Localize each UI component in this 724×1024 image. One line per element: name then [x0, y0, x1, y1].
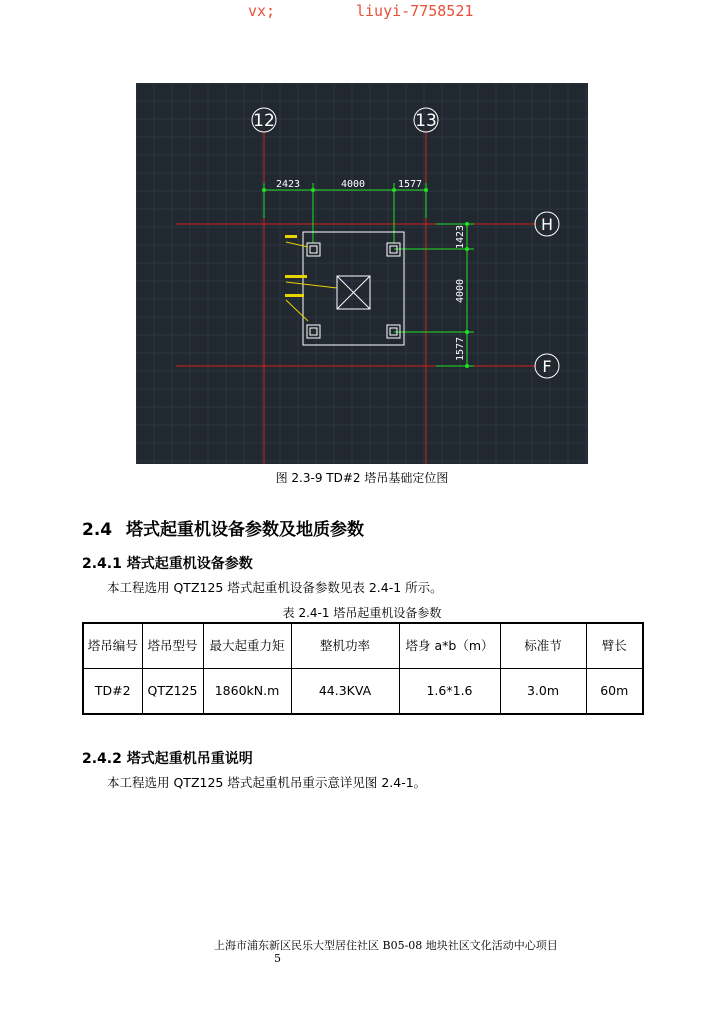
axis-label-12: 12: [253, 111, 275, 131]
subsection-text-2: 本工程选用 QTZ125 塔式起重机吊重示意详见图 2.4-1。: [107, 775, 427, 790]
table-cell: QTZ125: [142, 669, 203, 715]
section-heading: [82, 515, 364, 540]
dim-h-2: 4000: [340, 179, 366, 190]
cad-drawing: [136, 83, 588, 464]
dim-h-1: 2423: [275, 179, 301, 190]
background-grid: [136, 83, 588, 464]
foundation-outline: [303, 232, 404, 345]
dim-v-3: 1577: [455, 336, 466, 362]
tower-crane-foundation-plan: [136, 83, 588, 464]
subsection-heading-2: 2.4.2 塔式起重机吊重说明: [82, 751, 253, 767]
page-number: 5: [274, 952, 281, 965]
table-cell: 44.3KVA: [291, 669, 399, 715]
table-header-cell: 塔身 a*b（m）: [399, 623, 500, 669]
watermark-left: vx;: [248, 2, 276, 20]
subsection-text-1: 本工程选用 QTZ125 塔式起重机设备参数见表 2.4-1 所示。: [107, 580, 443, 595]
equipment-parameters-table: [82, 622, 644, 715]
section-title: 塔式起重机设备参数及地质参数: [126, 520, 364, 540]
axis-label-f: F: [542, 357, 552, 376]
section-number: 2.4: [82, 520, 113, 540]
dim-h-3: 1577: [397, 179, 423, 190]
table-header-cell: 整机功率: [291, 623, 399, 669]
table-cell: 1860kN.m: [203, 669, 291, 715]
table-header-row: [83, 623, 643, 669]
table-caption: 表 2.4-1 塔吊起重机设备参数: [282, 606, 442, 620]
figure-caption: 图 2.3-9 TD#2 塔吊基础定位图: [275, 471, 449, 485]
tower-columns: [307, 243, 400, 338]
footer-project: 上海市浦东新区民乐大型居住社区 B05-08 地块社区文化活动中心项目: [214, 939, 558, 952]
table-header-cell: 塔吊型号: [142, 623, 203, 669]
table-header-cell: 臂长: [586, 623, 643, 669]
dim-v-2: 4000: [455, 278, 466, 304]
table-cell: 3.0m: [500, 669, 586, 715]
table-cell: TD#2: [83, 669, 142, 715]
table-row: [83, 669, 643, 715]
table-cell: 60m: [586, 669, 643, 715]
table-header-cell: 标准节: [500, 623, 586, 669]
subsection-heading-1: 2.4.1 塔式起重机设备参数: [82, 556, 253, 572]
horizontal-dimension-lines: [264, 183, 426, 243]
dim-v-1: 1423: [455, 224, 466, 250]
axis-label-13: 13: [415, 111, 437, 131]
table-header-cell: 塔吊编号: [83, 623, 142, 669]
watermark-right: liuyi-7758521: [356, 2, 474, 20]
axis-label-h: H: [540, 215, 554, 234]
table-cell: 1.6*1.6: [399, 669, 500, 715]
table-header-cell: 最大起重力矩: [203, 623, 291, 669]
